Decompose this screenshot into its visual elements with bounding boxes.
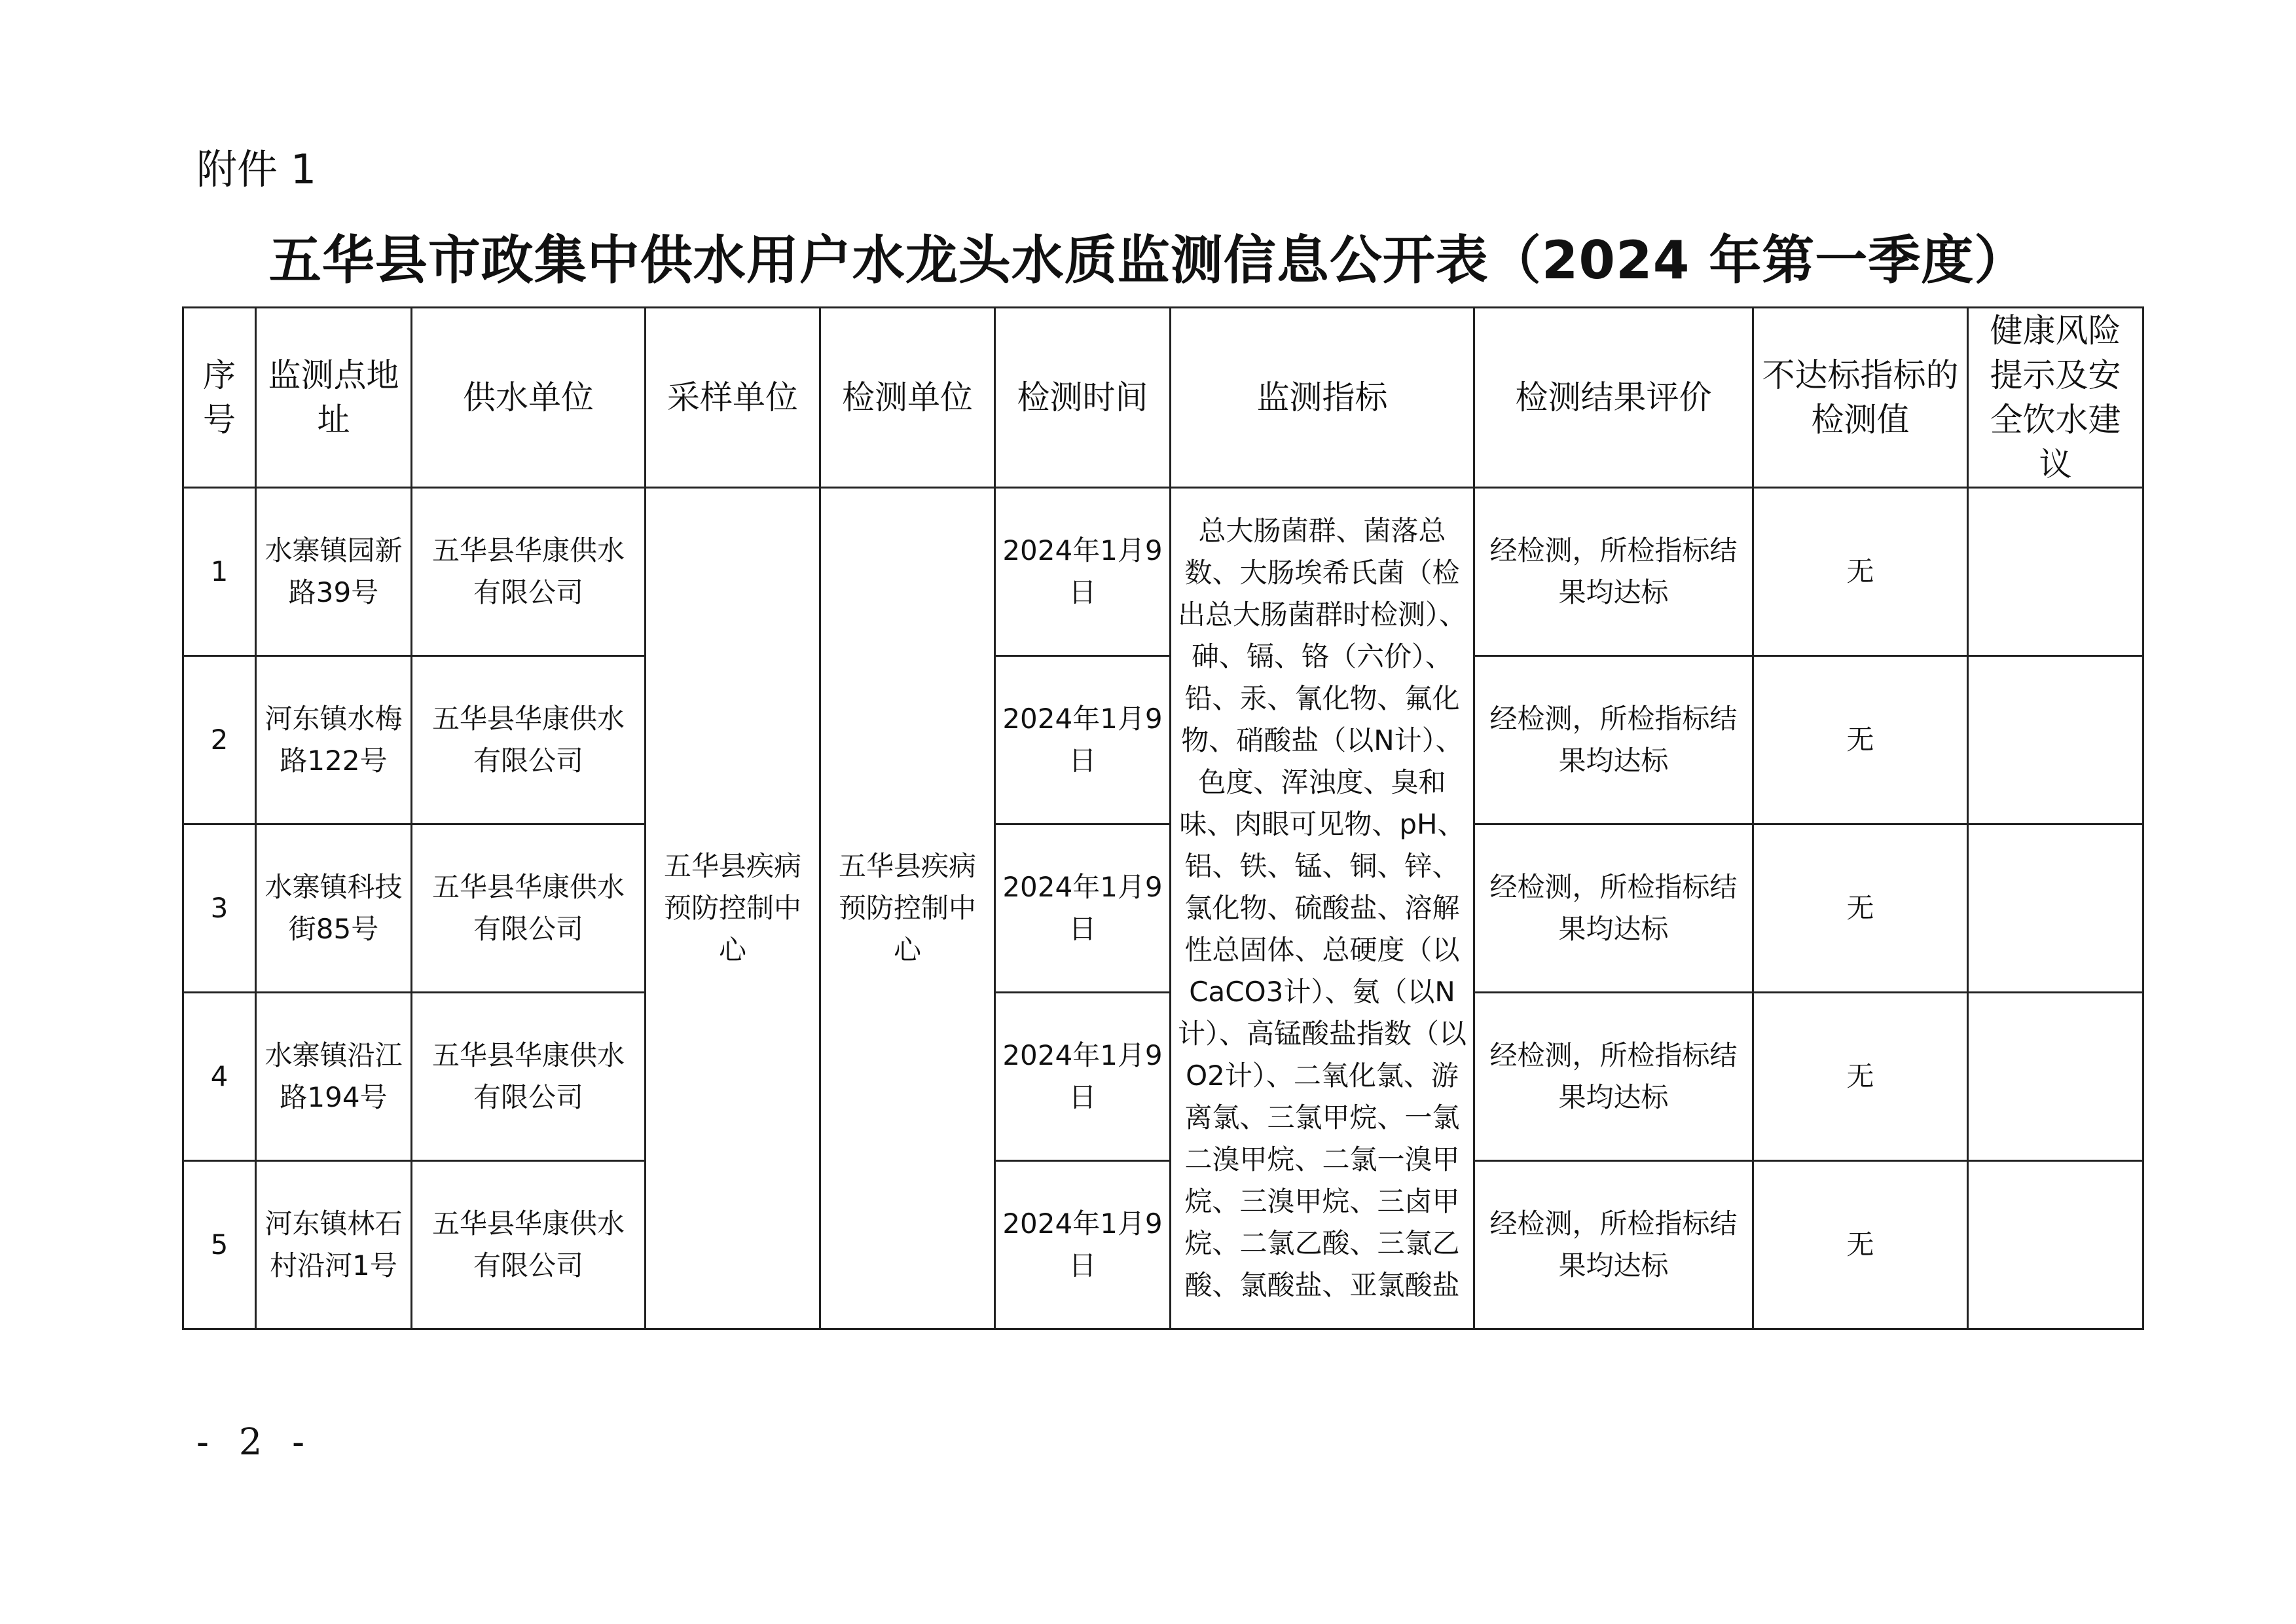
row-advice — [1968, 488, 2143, 656]
row-result: 经检测，所检指标结果均达标 — [1474, 993, 1753, 1161]
row-advice — [1968, 824, 2143, 993]
row-date: 2024年1月9日 — [995, 1161, 1171, 1329]
header-supplier: 供水单位 — [412, 308, 646, 488]
row-supplier: 五华县华康供水有限公司 — [412, 993, 646, 1161]
row-address: 水寨镇沿江路194号 — [256, 993, 412, 1161]
table-row — [183, 488, 2143, 656]
row-result: 经检测，所检指标结果均达标 — [1474, 824, 1753, 993]
row-address: 水寨镇园新路39号 — [256, 488, 412, 656]
page-number: - 2 - — [196, 1421, 314, 1464]
header-no: 序号 — [183, 308, 256, 488]
row-no: 1 — [183, 488, 256, 656]
row-failed-value: 无 — [1753, 993, 1968, 1161]
page-title: 五华县市政集中供水用户水龙头水质监测信息公开表（2024 年第一季度） — [268, 230, 2028, 291]
row-result: 经检测，所检指标结果均达标 — [1474, 1161, 1753, 1329]
row-no: 2 — [183, 656, 256, 824]
row-advice — [1968, 993, 2143, 1161]
table-row — [183, 656, 2143, 824]
row-supplier: 五华县华康供水有限公司 — [412, 488, 646, 656]
table-row — [183, 1161, 2143, 1329]
row-supplier: 五华县华康供水有限公司 — [412, 824, 646, 993]
row-supplier: 五华县华康供水有限公司 — [412, 656, 646, 824]
row-advice — [1968, 656, 2143, 824]
header-advice: 健康风险提示及安全饮水建议 — [1968, 308, 2143, 488]
row-failed-value: 无 — [1753, 488, 1968, 656]
header-test-date: 检测时间 — [995, 308, 1171, 488]
row-supplier: 五华县华康供水有限公司 — [412, 1161, 646, 1329]
testing-unit-cell: 五华县疾病预防控制中心 — [820, 488, 995, 1329]
indicators-cell: 总大肠菌群、菌落总数、大肠埃希氏菌（检出总大肠菌群时检测）、砷、镉、铬（六价）、铅、汞、氰化物、氟化物、硝酸盐（以N计）、色度、浑浊度、臭和味、肉眼可见物、pH、铝、铁、锰、铜、锌、氯化物、硫酸盐、溶解性总固体、总硬度（以CaCO3计）、氨（以N计）、高锰酸盐指数（以O2计）、二氧化氯、游离氯、三氯甲烷、一氯二溴甲烷、二氯一溴甲烷、三溴甲烷、三卤甲烷、二氯乙酸、三氯乙酸、氯酸盐、亚氯酸盐 — [1171, 488, 1474, 1329]
row-result: 经检测，所检指标结果均达标 — [1474, 488, 1753, 656]
row-failed-value: 无 — [1753, 1161, 1968, 1329]
row-address: 河东镇林石村沿河1号 — [256, 1161, 412, 1329]
table-row — [183, 824, 2143, 993]
row-no: 3 — [183, 824, 256, 993]
header-failed-value: 不达标指标的检测值 — [1753, 308, 1968, 488]
row-date: 2024年1月9日 — [995, 993, 1171, 1161]
header-result: 检测结果评价 — [1474, 308, 1753, 488]
header-address: 监测点地址 — [256, 308, 412, 488]
row-address: 河东镇水梅路122号 — [256, 656, 412, 824]
row-date: 2024年1月9日 — [995, 656, 1171, 824]
row-date: 2024年1月9日 — [995, 488, 1171, 656]
row-no: 5 — [183, 1161, 256, 1329]
row-failed-value: 无 — [1753, 824, 1968, 993]
row-date: 2024年1月9日 — [995, 824, 1171, 993]
row-result: 经检测，所检指标结果均达标 — [1474, 656, 1753, 824]
row-failed-value: 无 — [1753, 656, 1968, 824]
attachment-label: 附件 1 — [196, 145, 317, 193]
sampling-unit-cell: 五华县疾病预防控制中心 — [646, 488, 820, 1329]
header-indicators: 监测指标 — [1171, 308, 1474, 488]
row-no: 4 — [183, 993, 256, 1161]
table-header-row — [183, 308, 2143, 488]
header-sampling-unit: 采样单位 — [646, 308, 820, 488]
water-quality-table — [182, 306, 2144, 1330]
table-row — [183, 993, 2143, 1161]
row-advice — [1968, 1161, 2143, 1329]
header-testing-unit: 检测单位 — [820, 308, 995, 488]
row-address: 水寨镇科技街85号 — [256, 824, 412, 993]
